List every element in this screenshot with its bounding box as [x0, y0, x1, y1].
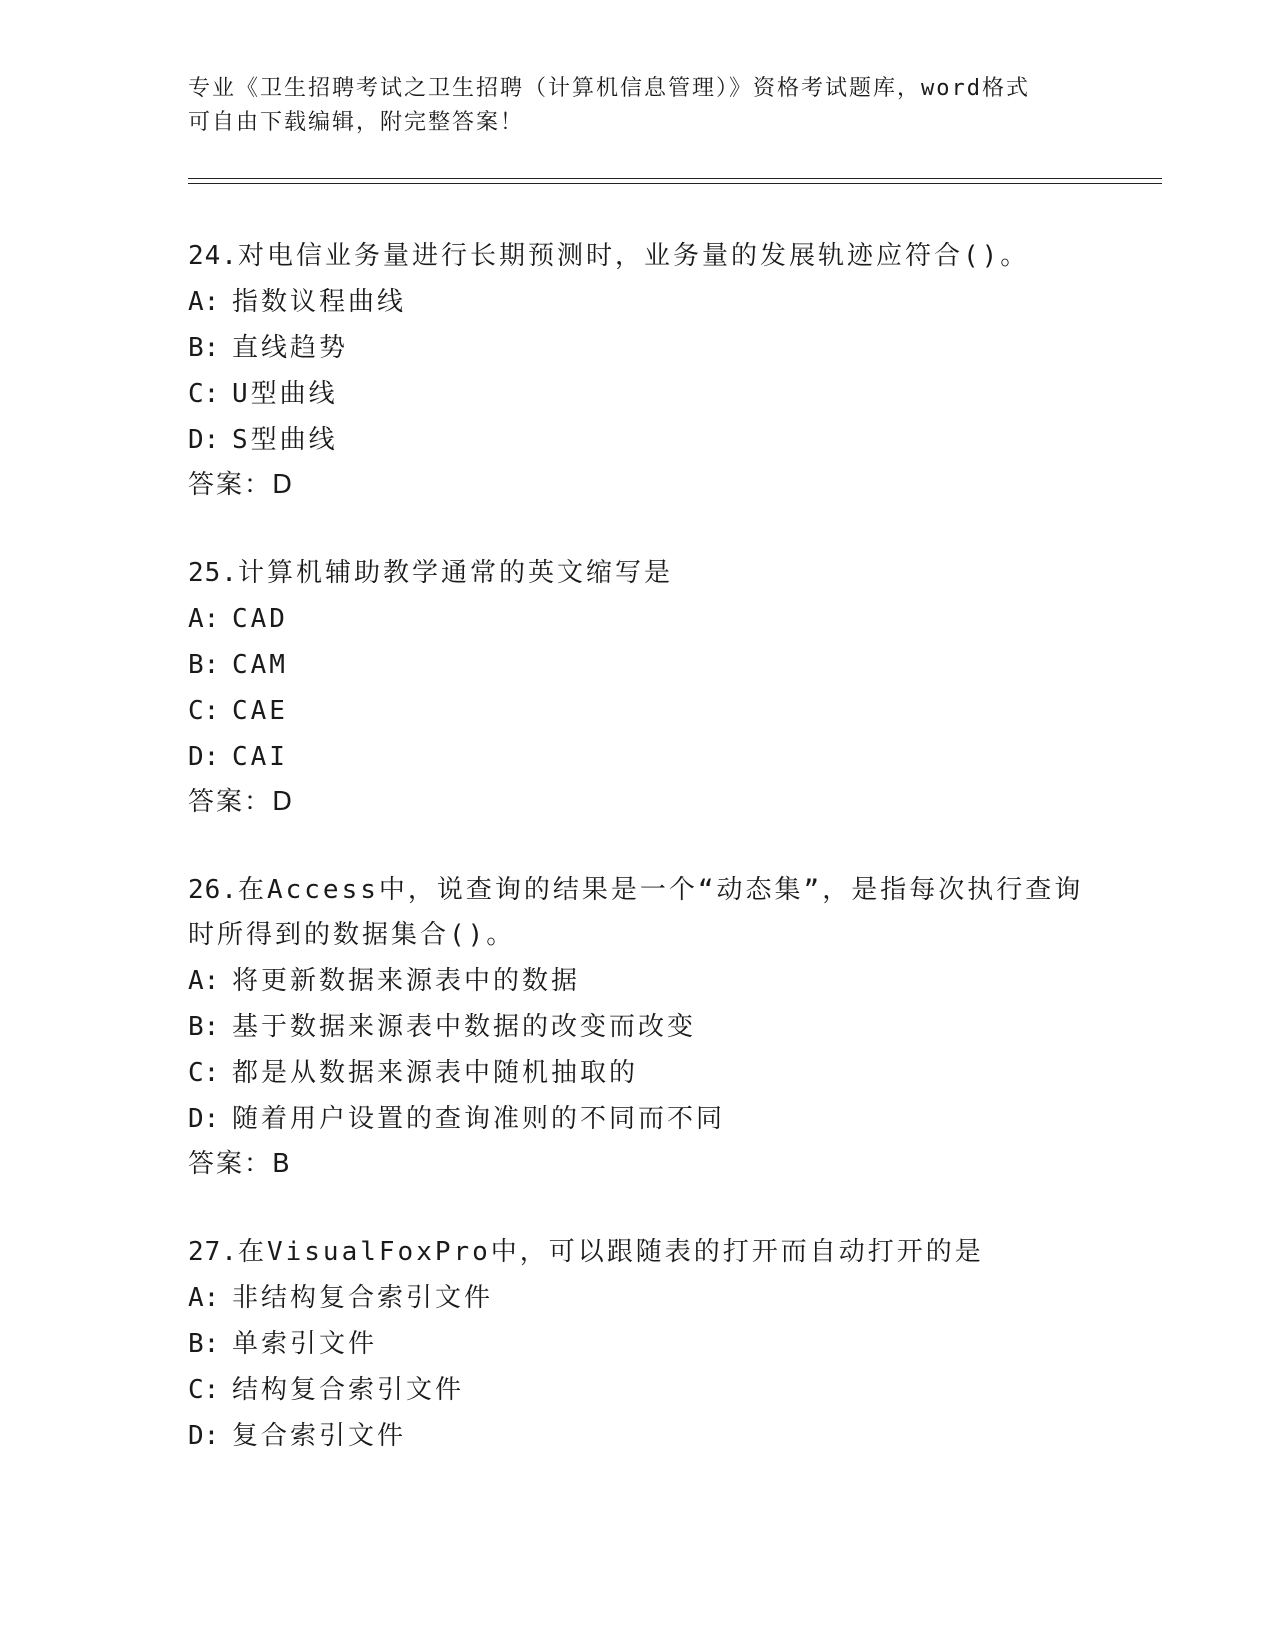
option-letter: A: — [188, 604, 220, 634]
option-text: 都是从数据来源表中随机抽取的 — [232, 1058, 639, 1088]
option-text: 非结构复合索引文件 — [232, 1283, 494, 1313]
option-letter: D: — [188, 1104, 220, 1134]
option-letter: C: — [188, 1058, 220, 1088]
answer-line: 答案：D — [188, 787, 295, 817]
option-text: 基于数据来源表中数据的改变而改变 — [232, 1012, 697, 1042]
option-d — [188, 1413, 1088, 1459]
option-text: CAI — [232, 742, 288, 772]
question-number: 27. — [188, 1237, 238, 1267]
header-line-1: 专业《卫生招聘考试之卫生招聘（计算机信息管理）》资格考试题库，word格式 — [188, 76, 1030, 101]
question-number: 25. — [188, 558, 238, 588]
option-a — [188, 958, 1088, 1004]
option-letter: D: — [188, 425, 220, 455]
option-d — [188, 1096, 1088, 1142]
question-number: 24. — [188, 241, 238, 271]
question-stem — [188, 234, 1088, 279]
option-c — [188, 1367, 1088, 1413]
option-c — [188, 371, 1088, 417]
option-letter: C: — [188, 379, 220, 409]
header-divider — [188, 178, 1162, 184]
option-letter: D: — [188, 1421, 220, 1451]
option-d — [188, 734, 1088, 780]
option-c — [188, 1050, 1088, 1096]
option-text: 随着用户设置的查询准则的不同而不同 — [232, 1104, 726, 1134]
question-26 — [188, 868, 1088, 1186]
option-letter: A: — [188, 287, 220, 317]
option-b — [188, 642, 1088, 688]
answer-line: 答案：D — [188, 470, 295, 500]
question-24 — [188, 234, 1088, 507]
option-letter: D: — [188, 742, 220, 772]
question-text: 在VisualFoxPro中，可以跟随表的打开而自动打开的是 — [237, 1237, 984, 1267]
option-text: 复合索引文件 — [232, 1421, 407, 1451]
question-stem — [188, 551, 1088, 596]
document-header — [188, 72, 1088, 140]
option-c — [188, 688, 1088, 734]
option-text: U型曲线 — [232, 379, 338, 409]
option-b — [188, 1321, 1088, 1367]
answer-line: 答案：B — [188, 1149, 292, 1179]
option-text: 指数议程曲线 — [232, 287, 407, 317]
question-text: 计算机辅助教学通常的英文缩写是 — [237, 558, 673, 588]
option-b — [188, 325, 1088, 371]
question-text: 对电信业务量进行长期预测时，业务量的发展轨迹应符合()。 — [237, 241, 1030, 271]
option-text: 将更新数据来源表中的数据 — [232, 966, 581, 996]
option-a — [188, 596, 1088, 642]
option-text: CAE — [232, 696, 288, 726]
option-text: CAD — [232, 604, 288, 634]
option-letter: A: — [188, 966, 220, 996]
option-letter: B: — [188, 1012, 220, 1042]
option-text: S型曲线 — [232, 425, 338, 455]
question-number: 26. — [188, 875, 238, 905]
option-letter: B: — [188, 333, 220, 363]
option-b — [188, 1004, 1088, 1050]
option-a — [188, 279, 1088, 325]
option-text: 单索引文件 — [232, 1329, 378, 1359]
question-27 — [188, 1230, 1088, 1459]
question-stem — [188, 868, 1088, 958]
option-letter: C: — [188, 696, 220, 726]
question-text: 在Access中，说查询的结果是一个“动态集”，是指每次执行查询时所得到的数据集合()。 — [188, 875, 1084, 950]
option-text: 结构复合索引文件 — [232, 1375, 465, 1405]
option-text: 直线趋势 — [232, 333, 349, 363]
option-text: CAM — [232, 650, 288, 680]
question-stem — [188, 1230, 1088, 1275]
option-d — [188, 417, 1088, 463]
question-25 — [188, 551, 1088, 824]
question-list — [188, 234, 1088, 1459]
option-letter: B: — [188, 1329, 220, 1359]
option-letter: C: — [188, 1375, 220, 1405]
option-letter: A: — [188, 1283, 220, 1313]
option-letter: B: — [188, 650, 220, 680]
option-a — [188, 1275, 1088, 1321]
header-line-2: 可自由下载编辑，附完整答案！ — [188, 110, 525, 135]
